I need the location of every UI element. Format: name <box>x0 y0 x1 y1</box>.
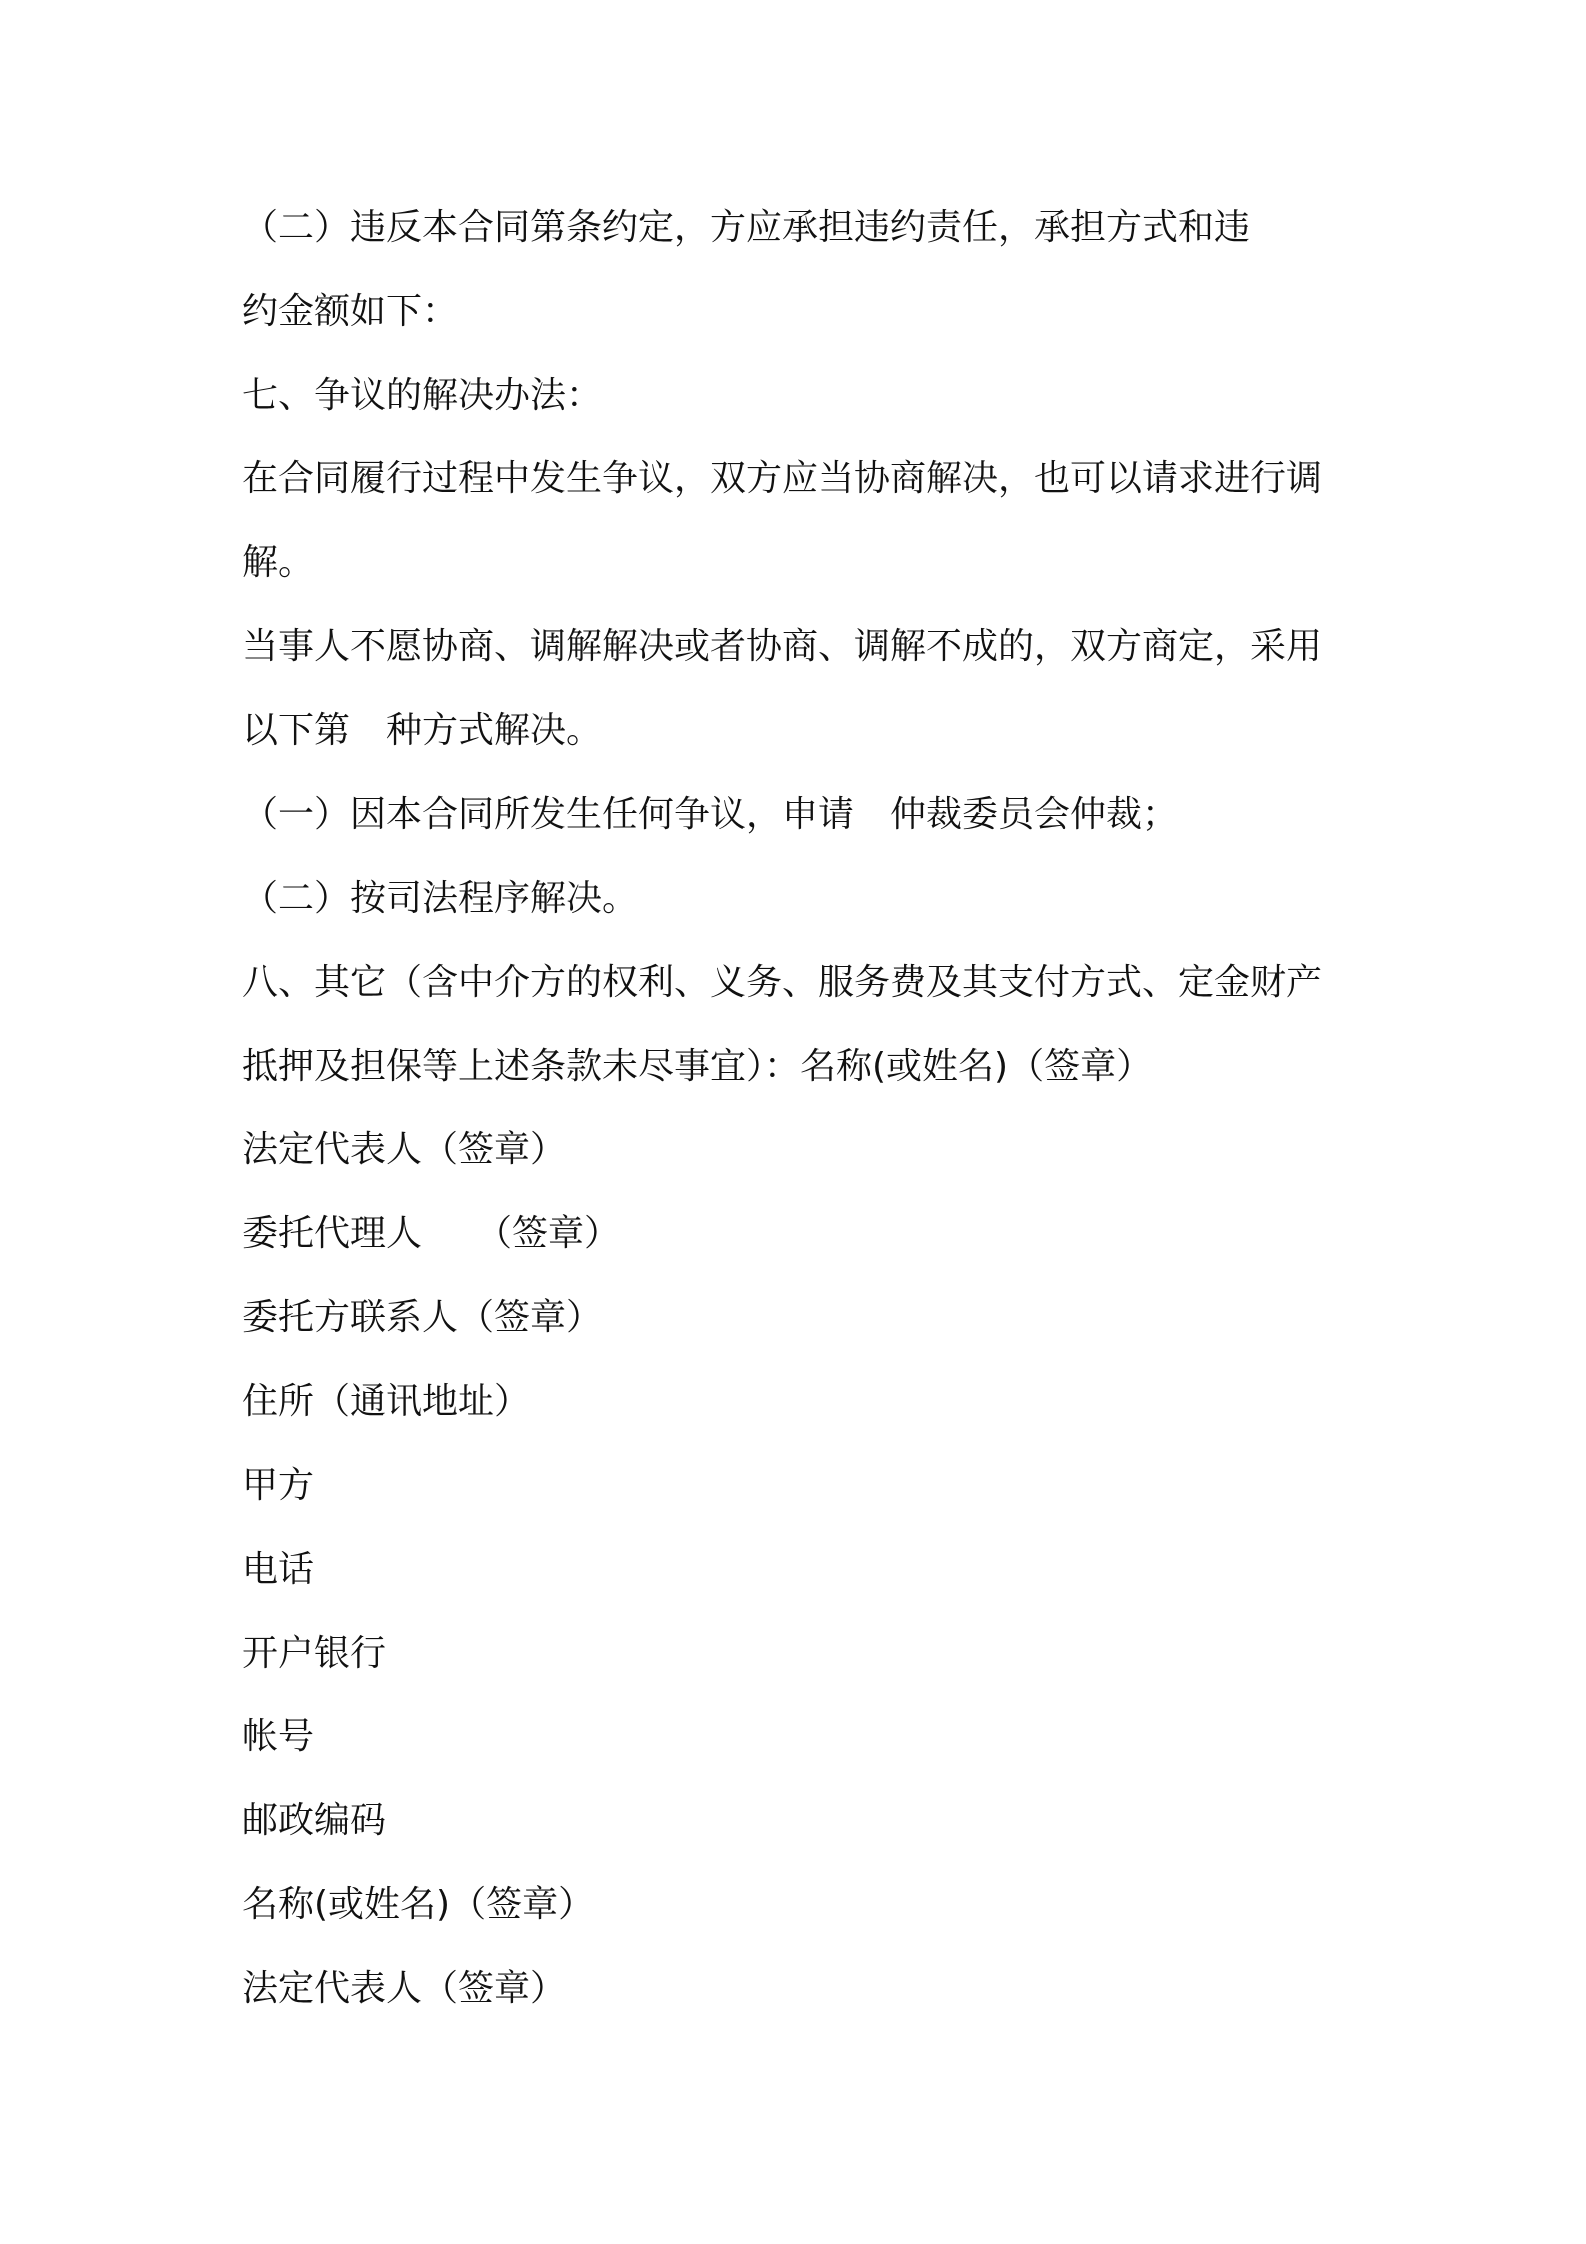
clause-6-2-line-2: 约金额如下： <box>242 291 459 332</box>
field-client-contact: 委托方联系人（签章） <box>242 1297 603 1338</box>
section-7-option-1: （一）因本合同所发生任何争议，申请 仲裁委员会仲裁； <box>242 794 1179 835</box>
section-7-para-2-line-1: 当事人不愿协商、调解解决或者协商、调解不成的，双方商定，采用 <box>242 626 1323 667</box>
clause-6-2-line-1: （二）违反本合同第条约定，方应承担违约责任，承担方式和违 <box>242 207 1251 248</box>
section-7-para-1-line-2: 解。 <box>242 542 315 583</box>
section-7-heading: 七、争议的解决办法： <box>242 375 603 416</box>
section-8-line-2: 抵押及担保等上述条款未尽事宜）：名称(或姓名)（签章） <box>242 1046 1153 1087</box>
section-7-para-1-line-1: 在合同履行过程中发生争议，双方应当协商解决，也可以请求进行调 <box>242 458 1323 499</box>
field-legal-representative-2: 法定代表人（签章） <box>242 1968 567 2009</box>
section-8-line-1: 八、其它（含中介方的权利、义务、服务费及其支付方式、定金财产 <box>242 962 1323 1003</box>
field-address: 住所（通讯地址） <box>242 1381 531 1422</box>
field-bank: 开户银行 <box>242 1633 387 1674</box>
field-postal-code: 邮政编码 <box>242 1800 387 1841</box>
section-7-option-2: （二）按司法程序解决。 <box>242 878 639 919</box>
field-authorized-agent: 委托代理人 （签章） <box>242 1213 621 1254</box>
field-legal-representative: 法定代表人（签章） <box>242 1129 567 1170</box>
field-account-number: 帐号 <box>242 1716 315 1757</box>
field-phone: 电话 <box>242 1549 315 1590</box>
section-7-para-2-line-2: 以下第 种方式解决。 <box>242 710 603 751</box>
field-name-signature: 名称(或姓名)（签章） <box>242 1884 595 1925</box>
field-party-a: 甲方 <box>242 1465 315 1506</box>
